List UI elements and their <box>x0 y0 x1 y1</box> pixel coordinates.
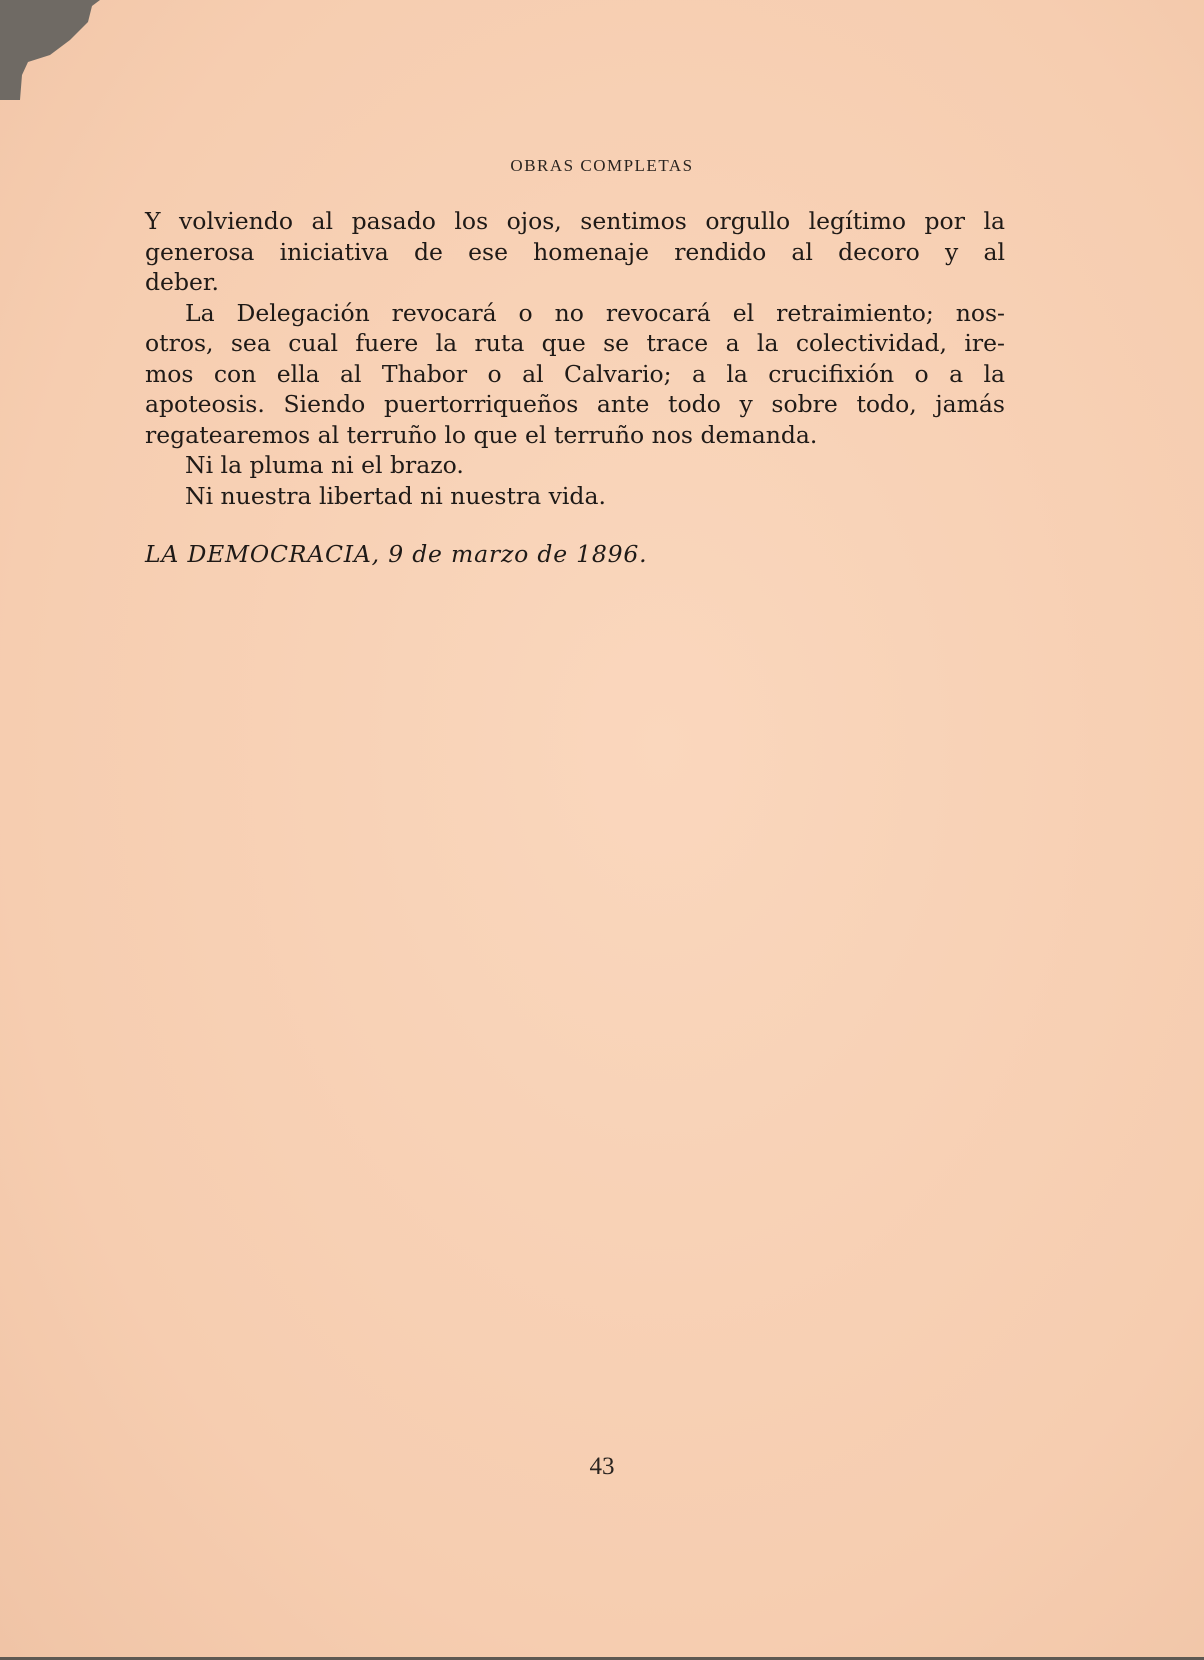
text-line: Ni nuestra libertad ni nuestra vida. <box>185 481 606 510</box>
torn-corner <box>0 0 100 100</box>
text-line: generosa iniciativa de ese homenaje rendido al decoro y al <box>145 237 1005 266</box>
page-number: 43 <box>589 1453 615 1480</box>
text-line: apoteosis. Siendo puertorriqueños ante todo y sobre todo, jamás <box>145 390 1005 418</box>
text-line: La Delegación revocará o no revocará el retraimiento; nos- <box>185 298 1005 327</box>
text-line: Ni la pluma ni el brazo. <box>185 451 464 479</box>
body-text <box>145 206 1005 511</box>
text-line: deber. <box>145 268 220 296</box>
text-line: otros, sea cual fuere la ruta que se trace a la colectividad, ire- <box>145 329 1005 357</box>
text-line: Y volviendo al pasado los ojos, sentimos orgullo legítimo por la <box>145 207 1005 235</box>
text-line: regatearemos al terruño lo que el terruño nos demanda. <box>145 420 818 449</box>
source-citation: LA DEMOCRACIA, 9 de marzo de 1896. <box>145 540 648 568</box>
text-line: mos con ella al Thabor o al Calvario; a la crucifixión o a la <box>145 359 1005 388</box>
running-head: OBRAS COMPLETAS <box>510 156 694 175</box>
